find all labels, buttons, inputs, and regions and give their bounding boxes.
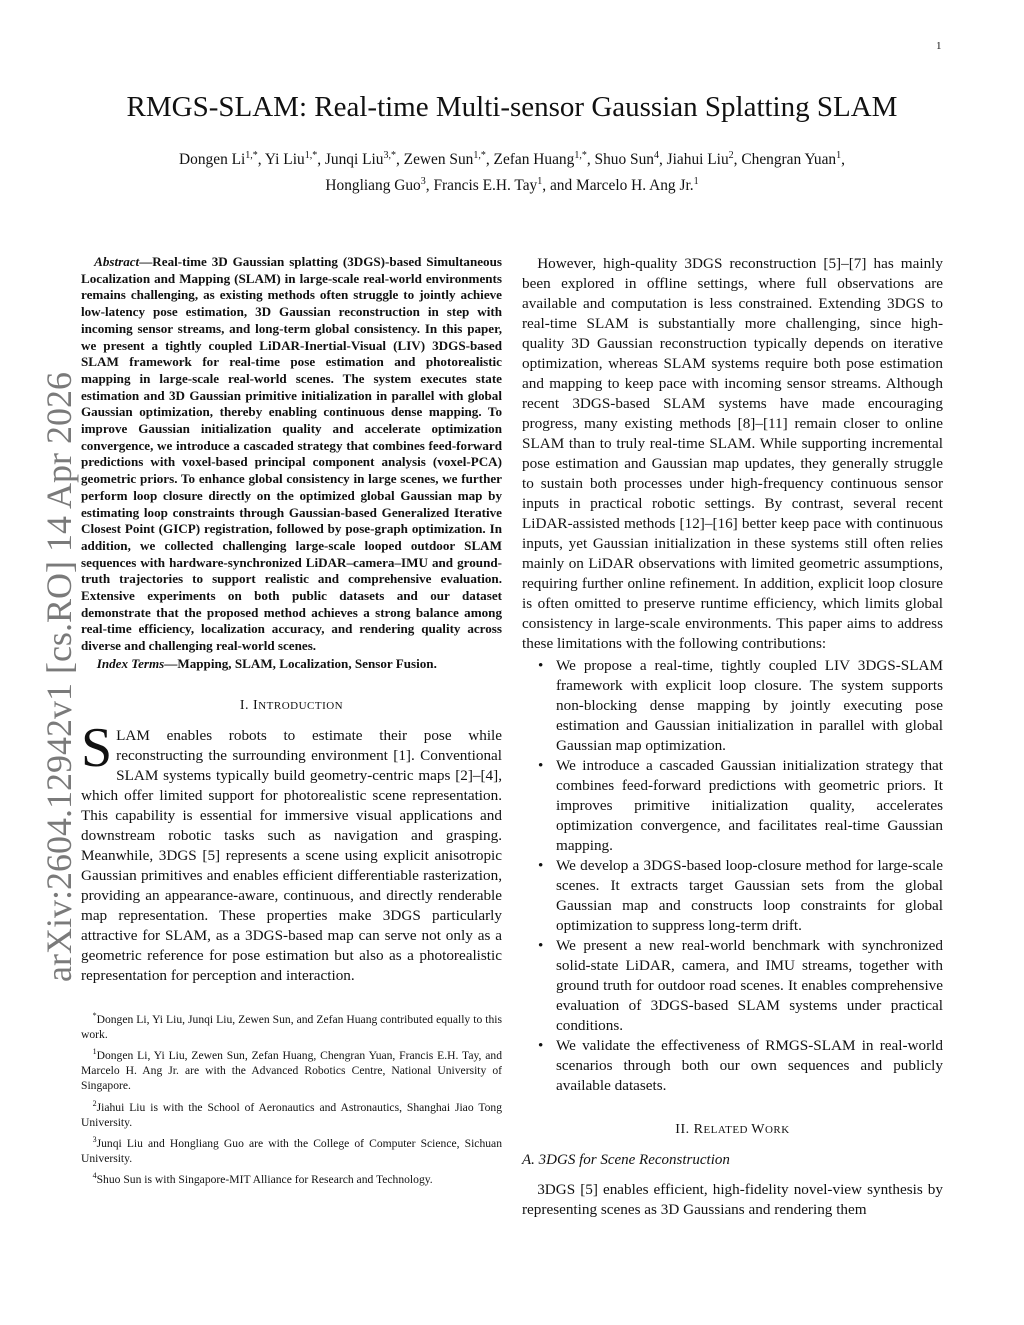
drop-cap: S	[81, 716, 113, 779]
index-terms-lead: Index Terms	[96, 655, 165, 671]
right-column	[522, 254, 943, 1220]
author: Chengran Yuan$^1$	[741, 150, 842, 169]
section-heading-related-work: II. RELATED WORK	[675, 1122, 790, 1137]
footnote: $^3$Junqi Liu and Hongliang Guo are with the College of Computer Science, Sichuan University.	[81, 1134, 502, 1165]
footnote: $^4$Shuo Sun is with Singapore-MIT Alliance for Research and Technology.	[92, 1171, 433, 1186]
abstract-lead: Abstract	[94, 254, 140, 269]
abstract	[81, 254, 502, 655]
bullet-icon: •	[538, 1037, 544, 1054]
intro-continued-paragraph: However, high-quality 3DGS reconstruction [5]–[7] has mainly been explored in offline settings, where full observations are available and computation is less constrained. Extending 3DGS to real-time SLAM is substantially more challenging, since high-quality 3D Gaussian reconstruction typically depends on iterative optimization, whereas SLAM systems require both pose estimation and mapping to keep pace with incoming sensor streams. Although recent 3DGS-based SLAM systems have made encouraging progress, many existing methods [8]–[11] remain closer to online SLAM than to truly real-time SLAM. While supporting incremental pose estimation and Gaussian map updates, they generally struggle to sustain both processes under high-frequency continuous sensor inputs in practical robotic settings. By contrast, several recent LiDAR-assisted methods [12]–[16] better keep pace with continuous inputs, yet Gaussian initialization in these systems still often relies mainly on LiDAR observations with limited geometric assumptions, requiring further online refinement. In addition, explicit loop closure is often omitted to preserve runtime efficiency, which limits global consistency in large-scale environments. This paper aims to address these limitations with the following contributions:	[522, 255, 943, 652]
author: Dongen $Li^{1,*}$	[179, 150, 258, 169]
index-terms-text: —Mapping, SLAM, Localization, Sensor Fusion.	[164, 655, 437, 671]
bullet-icon: •	[538, 657, 544, 674]
list-item: • We validate the effectiveness of RMGS-SLAM in real-world scenarios through both our own sequences and publicly available datasets.	[538, 1037, 943, 1094]
footnote: $^2$Jiahui Liu is with the School of Aeronautics and Astronautics, Shanghai Jiao Tong University.	[81, 1098, 502, 1129]
author: and Marcelo H. Ang Jr.$^1$	[549, 176, 699, 195]
bullet-icon: •	[538, 757, 544, 774]
abstract-text: —Real-time 3D Gaussian splatting (3DGS)-based Simultaneous Localization and Mapping (SLAM) in large-scale real-world environments remains challenging, as existing methods often struggle to jointly achieve low-latency pose estimation, 3D Gaussian reconstruction in step with incoming sensor streams, and long-term global consistency. In this paper, we present a tightly coupled LiDAR-Inertial-Visual (LIV) 3DGS-based SLAM framework for real-time pose estimation and photorealistic mapping in large-scale real-world scenes. The system executes state estimation and 3D Gaussian primitive initialization in parallel with global Gaussian optimization, thereby enabling continuous dense mapping. To improve Gaussian initialization quality and accelerate optimization convergence, we introduce a cascaded strategy that combines feed-forward predictions with voxel-based principal component analysis (voxel-PCA) geometric priors. To enhance global consistency in large scenes, we further perform loop closure directly on the optimized global Gaussian map by estimating loop constraints through Gaussian-based Generalized Iterative Closest Point (GICP) registration, followed by pose-graph optimization. In addition, we collected challenging large-scale looped outdoor SLAM sequences with hardware-synchronized LiDAR–camera–IMU and ground-truth trajectories to support realistic and comprehensive evaluation. Extensive experiments on both public datasets and our dataset demonstrate that the proposed method achieves a strong balance among real-time efficiency, localization accuracy, and rendering quality across diverse and challenging real-world scenes.	[81, 254, 502, 654]
author: Shuo Sun$^4$	[594, 150, 659, 169]
contribution-list	[522, 656, 943, 1096]
author: Zefan Huang$^{1,*}$	[493, 150, 587, 169]
bullet-icon: •	[538, 857, 544, 874]
section-heading-introduction: I. INTRODUCTION	[239, 697, 344, 713]
list-item: • We propose a real-time, tightly coupled LIV 3DGS-SLAM framework with explicit loop closure. The system supports non-blocking dense mapping by jointly executing pose estimation and Gaussian initialization in parallel with global Gaussian map optimization.	[538, 657, 943, 754]
intro-paragraph	[81, 716, 502, 986]
author: Jiahui Liu$^2$	[666, 150, 734, 169]
paper-title: RMGS-SLAM: Real-time Multi-sensor Gaussian Splatting SLAM	[126, 91, 898, 123]
index-terms	[81, 655, 502, 672]
author: Junqi Liu$^{3,*}$	[324, 150, 396, 169]
author: Hongliang Guo$^3$	[325, 176, 426, 195]
list-item: • We introduce a cascaded Gaussian initialization strategy that combines feed-forward predictions with geometric priors. It improves primitive initialization quality, accelerates optimization convergence, and facilitates real-time Gaussian mapping.	[538, 757, 943, 854]
page-number: 1	[936, 40, 942, 52]
subsection-heading: A. 3DGS for Scene Reconstruction	[522, 1152, 730, 1168]
footnotes	[81, 1008, 502, 1187]
arxiv-stamp: arXiv:2604.12942v1 [cs.RO] 14 Apr 2026	[39, 372, 79, 982]
author: Yi Liu$^{1,*}$	[264, 150, 318, 169]
list-item: • We present a new real-world benchmark with synchronized solid-state LiDAR, camera, and IMU streams, together with ground truth for outdoor road scenes. It enables comprehensive evaluation of 3DGS-based SLAM systems under practical conditions.	[538, 937, 943, 1034]
footnote: $^1$Dongen Li, Yi Liu, Zewen Sun, Zefan Huang, Chengran Yuan, Francis E.H. Tay, and Marcelo H. Ang Jr. are with the Advanced Robotics Centre, National University of Singapore.	[81, 1047, 502, 1093]
author-list: Dongen $Li^{1,*}$, Yi Liu$^{1,*}$, Junqi Liu$^{3,*}$, Zewen Sun$^{1,*}$, Zefan Huang$^{1,*}$, Shuo Sun$^4$, Jiahui Liu$^2$, Chengran Yuan$^1$, Hongliang Guo$^3$, Francis E.H. Tay$^1$, and Marcelo H. Ang Jr.$^1$	[179, 150, 845, 195]
footnote: *Dongen Li, Yi Liu, Junqi Liu, Zewen Sun, and Zefan Huang contributed equally to this work.	[81, 1010, 502, 1041]
left-column	[81, 254, 502, 1189]
bullet-icon: •	[538, 937, 544, 954]
list-item: • We develop a 3DGS-based loop-closure method for large-scale scenes. It extracts target Gaussian sets from the global Gaussian map and constructs loop constraints for global optimization to suppress long-term drift.	[538, 857, 943, 934]
related-work-paragraph: 3DGS [5] enables efficient, high-fidelity novel-view synthesis by representing scenes as 3D Gaussians and rendering them	[522, 1181, 943, 1218]
intro-text: LAM enables robots to estimate their pose while reconstructing the surrounding environment [1]. Conventional SLAM systems typically build geometry-centric maps [2]–[4], which offer limited support for photorealistic scene representation. This capability is essential for immersive visual applications and downstream robotic tasks such as navigation and grasping. Meanwhile, 3DGS [5] represents a scene using explicit anisotropic Gaussian primitives and enables efficient differentiable rasterization, providing an appearance-aware, continuous, and directly renderable map representation. These properties make 3DGS particularly attractive for SLAM, as a 3DGS-based map can serve not only as a geometric reference for pose estimation but also as a photorealistic representation for perception and interaction.	[81, 726, 502, 984]
author: Francis E.H. Tay$^1$	[433, 176, 543, 195]
author: Zewen Sun$^{1,*}$	[403, 150, 486, 169]
